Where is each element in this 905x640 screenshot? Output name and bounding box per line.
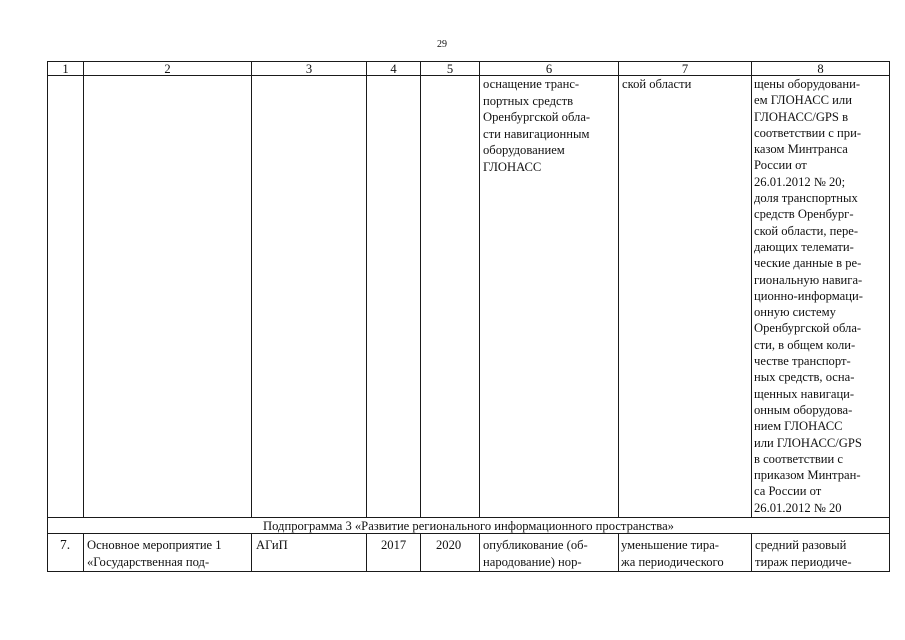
column-header-2: 2 [164,62,171,76]
row7-result: опубликование (об- народование) нор- [483,538,588,569]
column-header-5: 5 [446,62,454,76]
continuation-col8-text: щены оборудовани- ем ГЛОНАСС или ГЛОНАСС/GPS в соответствии с при- казом Минтранса России от 26.01.2012 № 20; доля транспортных средств Оренбург- ской области, пере- дающих телемати- ческие данные в ре- гиональную навига- ционно-информаци- онную систему Оренбургской обла- сти, в общем коли- честве транспорт- ных средств, осна- щенных навигаци- онным оборудова- нием ГЛОНАСС или ГЛОНАСС/GPS в соответствии с приказом Минтран- са России от 26.01.2012 № 20 [754,77,863,515]
column-header-1: 1 [62,62,69,76]
row7-indicator: средний разовый тираж периодиче- [755,538,852,569]
row7-name: Основное мероприятие 1 «Государственная под- [87,538,222,569]
column-header-8: 8 [817,62,824,76]
row7-start-year: 2017 [381,538,407,552]
subprogram-header: Подпрограмма 3 «Развитие регионального информационного пространства» [263,519,674,533]
row7-number: 7. [60,537,71,552]
column-header-6: 6 [545,62,553,76]
continuation-col7-text: ской области [622,77,692,91]
row7-consequence: уменьшение тира- жа периодического [621,538,724,569]
page-number: 29 [437,39,447,50]
continuation-col6-text: оснащение транс- портных средств Оренбургской обла- сти навигационным оборудованием ГЛОНАСС [483,77,591,174]
row7-end-year: 2020 [436,538,462,552]
column-header-4: 4 [390,62,397,76]
column-header-7: 7 [681,62,689,76]
column-header-3: 3 [305,62,313,76]
row7-executor: АГиП [256,538,288,552]
